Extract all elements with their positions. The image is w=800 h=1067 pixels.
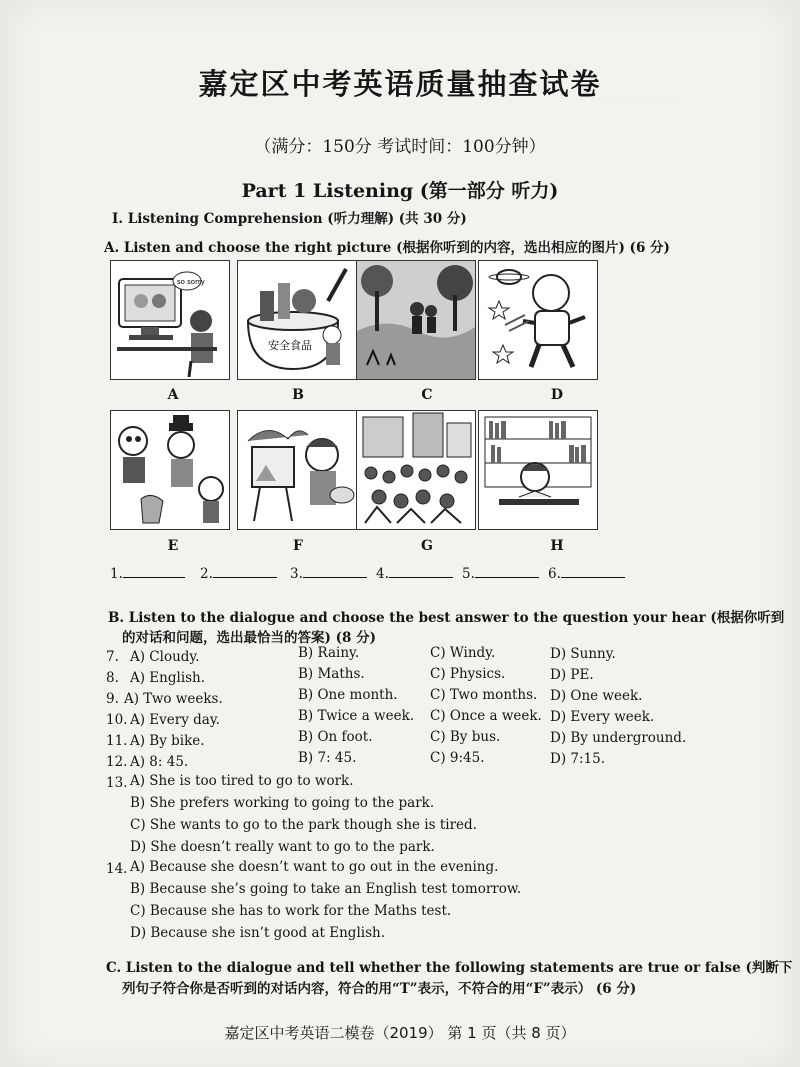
section-i-heading: I. Listening Comprehension (听力理解) (共 30 分)	[112, 211, 467, 227]
question-number: 10.	[106, 712, 128, 728]
answer-blank-2[interactable]: 2.	[200, 565, 277, 582]
option: C) Windy.	[430, 645, 496, 661]
picture-label: D	[550, 387, 564, 403]
page-subtitle: （满分：150分 考试时间：100分钟）	[254, 137, 546, 157]
option: B) Rainy.	[298, 645, 360, 661]
question-number: 14.	[106, 861, 128, 877]
park-icon	[357, 261, 475, 379]
picture-h	[478, 410, 598, 530]
option: C) Physics.	[430, 666, 506, 682]
option: C) Two months.	[430, 687, 538, 703]
astronaut-icon	[479, 261, 597, 379]
answer-blank-6[interactable]: 6.	[548, 565, 625, 582]
food-safety-icon	[238, 261, 356, 379]
question-number: 9.	[106, 691, 119, 707]
question-number: 7.	[106, 649, 119, 665]
picture-label: G	[421, 538, 433, 554]
option: B) Maths.	[298, 666, 365, 682]
painter-icon	[238, 411, 356, 529]
option: C) She wants to go to the park though she is tired.	[130, 817, 477, 833]
svg-text:so sorry: so sorry	[177, 278, 205, 286]
option: B) On foot.	[298, 729, 373, 745]
bleed-through: · · · · · · · · · · · ·	[590, 92, 678, 106]
option: A) She is too tired to go to work.	[130, 773, 354, 789]
section-c-instruction-cont: 列句子符合你是否听到的对话内容，符合的用“T”表示，不符合的用“F”表示） (6 分)	[122, 981, 637, 997]
section-c-instruction: C. Listen to the dialogue and tell whether the following statements are true or false (判断下	[106, 960, 793, 976]
crowd-icon	[357, 411, 475, 529]
option: A) By bike.	[130, 733, 205, 749]
part-title: Part 1 Listening (第一部分 听力)	[241, 180, 559, 202]
picture-f	[237, 410, 357, 530]
option: C) Because she has to work for the Maths test.	[130, 903, 452, 919]
option: B) Twice a week.	[298, 708, 415, 724]
option: B) One month.	[298, 687, 398, 703]
page-footer: 嘉定区中考英语二模卷（2019） 第 1 页（共 8 页）	[224, 1024, 576, 1042]
section-b-instruction: B. Listen to the dialogue and choose the best answer to the question your hear (根据你听到	[108, 610, 785, 626]
picture-label: F	[293, 538, 303, 554]
option: D) Because she isn’t good at English.	[130, 925, 385, 941]
answer-blank-3[interactable]: 3.	[290, 565, 367, 582]
option: B) 7: 45.	[298, 750, 357, 766]
computer-icon	[111, 261, 229, 379]
option: D) By underground.	[550, 730, 687, 746]
picture-label: H	[550, 538, 564, 554]
option: C) By bus.	[430, 729, 501, 745]
option: D) 7:15.	[550, 751, 605, 767]
picture-a	[110, 260, 230, 380]
picture-d	[478, 260, 598, 380]
picture-b	[237, 260, 357, 380]
option: A) English.	[130, 670, 206, 686]
picture-e	[110, 410, 230, 530]
option: D) Every week.	[550, 709, 655, 725]
option: A) Because she doesn’t want to go out in the evening.	[130, 859, 499, 875]
question-number: 13.	[106, 775, 128, 791]
page-title: 嘉定区中考英语质量抽查试卷	[198, 67, 602, 101]
section-b-instruction-cont: 的对话和问题，选出最恰当的答案) (8 分)	[122, 630, 376, 646]
question-number: 11.	[106, 733, 128, 749]
option: C) 9:45.	[430, 750, 485, 766]
option: A) Two weeks.	[124, 691, 223, 707]
picture-label: C	[421, 387, 433, 403]
picture-c	[356, 260, 476, 380]
option: D) Sunny.	[550, 646, 616, 662]
answer-blank-5[interactable]: 5.	[462, 565, 539, 582]
picture-label: E	[167, 538, 179, 554]
option: C) Once a week.	[430, 708, 542, 724]
option: B) She prefers working to going to the park.	[130, 795, 435, 811]
option: D) PE.	[550, 667, 594, 683]
question-number: 12.	[106, 754, 128, 770]
option: B) Because she’s going to take an English test tomorrow.	[130, 881, 522, 897]
answer-blank-4[interactable]: 4.	[376, 565, 453, 582]
cartoon-characters-icon	[111, 411, 229, 529]
option: D) She doesn’t really want to go to the park.	[130, 839, 435, 855]
picture-label: B	[292, 387, 304, 403]
picture-g	[356, 410, 476, 530]
question-number: 8.	[106, 670, 119, 686]
option: A) 8: 45.	[130, 754, 189, 770]
option: A) Cloudy.	[130, 649, 200, 665]
section-a-instruction: A. Listen and choose the right picture (根据你听到的内容，选出相应的图片) (6 分)	[104, 240, 670, 256]
library-icon	[479, 411, 597, 529]
answer-blank-1[interactable]: 1.	[110, 565, 185, 582]
option: A) Every day.	[130, 712, 220, 728]
option: D) One week.	[550, 688, 643, 704]
svg-text:安全食品: 安全食品	[268, 339, 312, 352]
picture-label: A	[167, 387, 179, 403]
